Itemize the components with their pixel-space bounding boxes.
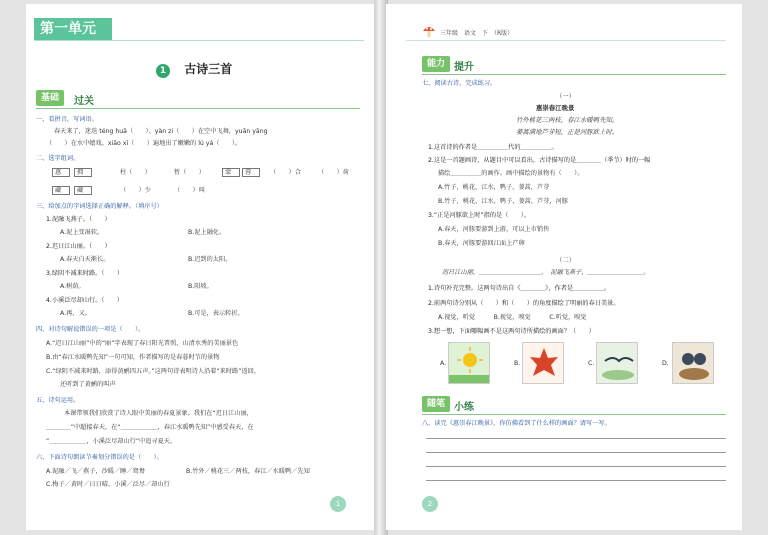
birds-nest-picture: [672, 342, 714, 384]
divider: [34, 40, 364, 41]
divider: [36, 108, 360, 109]
q5-line: ＿＿＿＿”中超接春天，在“＿＿＿＿＿＿，春江水暖鸭先知”中感受春天，在: [46, 424, 254, 431]
sun-icon: [449, 343, 490, 384]
lesson-title-row: [156, 60, 232, 78]
q3-item: 4.小溪泛尽却山行。（ ）: [46, 297, 124, 304]
nest-icon: [673, 343, 714, 384]
question-3-heading: 三、给加点的字词选择正确的解释。（填序号）: [36, 203, 163, 210]
poem-title: 惠崇春江晚景: [536, 104, 575, 112]
poem-line: 蒌蒿满地芦芽短，正是河豚欲上时。: [516, 128, 619, 136]
q2-item: 柱（ ）: [120, 169, 151, 176]
question-1-heading: 一、看拼音，写词语。: [36, 116, 98, 123]
question-6-heading: 六、下面诗句朗读节奏划分错误的是（ ）。: [36, 454, 163, 461]
q2-char: 蒙: [225, 169, 232, 176]
essay-title: 小练: [454, 402, 474, 413]
option-label: B.: [514, 360, 521, 367]
q3-option: A.泥上变湿软。: [60, 229, 104, 236]
page-number: 2: [422, 496, 438, 512]
q3-option: B.可是，表示转折。: [188, 310, 244, 317]
poem-line: 迟日江山丽，＿＿＿＿＿＿＿＿＿＿。 泥融飞燕子，＿＿＿＿＿＿＿＿＿。: [442, 269, 650, 276]
writing-line[interactable]: [426, 480, 726, 481]
red-leaves-picture: [522, 342, 564, 384]
q7-item: 描绘＿＿＿＿＿的画作。画中描绘的景物有（ ）。: [438, 170, 584, 177]
q4-option: 还听到了黄鹂的叫声: [60, 381, 116, 388]
sun-flowers-picture: [448, 342, 490, 384]
q2-char: 蓉: [245, 169, 252, 176]
q7-option: A.竹子，桃花，江水，鸭子，蒌蒿，芦芽: [438, 184, 550, 191]
option-label: C.: [588, 360, 595, 367]
p2-options: A.视觉，听觉 B.视觉，嗅觉 C.听觉，嗅觉: [438, 314, 587, 321]
swallows-picture: [596, 342, 638, 384]
q3-option: A.再，又。: [60, 310, 91, 317]
right-page: [386, 4, 742, 530]
q2-char: 藏: [77, 187, 84, 194]
q7-option: A.春天，河豚要游到上游，可以上市销售: [438, 226, 550, 233]
part-2-label: （二）: [556, 256, 576, 264]
q7-item: 1.这首诗的作者是＿＿＿＿＿代的＿＿＿＿＿。: [428, 144, 558, 151]
q3-item: 2.迟日江山丽。（ ）: [46, 243, 111, 250]
writing-line[interactable]: [426, 452, 726, 453]
p2-item: 3.想一想，下面哪幅画不是这两句诗所描绘的画面？（ ）: [428, 328, 595, 335]
divider: [406, 40, 726, 41]
question-2-heading: 二、选字组词。: [36, 155, 80, 162]
q2-item: （ ）叫: [174, 187, 205, 194]
left-page: [26, 4, 376, 530]
q3-option: A.树荫。: [60, 283, 85, 290]
q2-char: 拥: [77, 169, 84, 176]
question-1-line: 春天来了，迷迭 téng huā（ ）、yàn zi（ ）在空中飞舞，yuān yāng: [54, 128, 268, 135]
part-1-label: （一）: [556, 92, 576, 100]
q3-option: B.迟到的太阳。: [188, 256, 232, 263]
q3-item: 3.绿阴不减来时路。（ ）: [46, 270, 124, 277]
mushroom-icon: [422, 24, 436, 38]
q7-option: B.春天，河豚要游回江面上产卵: [438, 240, 525, 247]
essay-badge: 随笔: [422, 396, 450, 412]
q6-option: C.梅子／黄时／日日晴，小溪／泛尽／却山行: [46, 481, 170, 488]
question-7-heading: 七、阅读古诗，完成练习。: [422, 80, 497, 87]
q3-option: B.泥上融化。: [188, 229, 226, 236]
divider: [422, 74, 726, 75]
unit-title: 第一单元: [34, 18, 112, 40]
lesson-title: 古诗三首: [184, 62, 233, 76]
writing-line[interactable]: [426, 438, 726, 439]
basic-badge: 基础: [36, 90, 64, 106]
q2-item: （ ）荷: [318, 169, 349, 176]
ability-badge: 能力: [422, 56, 450, 72]
writing-line[interactable]: [426, 466, 726, 467]
divider: [422, 414, 726, 415]
question-4-heading: 四、对诗句解说错误的一项是（ ）。: [36, 326, 145, 333]
q7-item: 3.“正是河豚欲上时”指的是（ ）。: [428, 212, 531, 219]
p2-item: 2.前两句诗分别从（ ）和（ ）的角度描绘了明丽的春日美景。: [428, 300, 620, 307]
q3-item: 1.泥融飞燕子。（ ）: [46, 216, 111, 223]
page-number: 1: [330, 496, 346, 512]
question-5-heading: 五、诗句运用。: [36, 397, 80, 404]
q5-line: “＿＿＿＿＿＿，小溪泛尽却山行”中追寻夏天。: [46, 438, 177, 445]
q2-char: 惠: [55, 169, 62, 176]
p2-item: 1.诗句补充完整。这两句诗出自《＿＿＿＿》，作者是＿＿＿＿＿。: [428, 285, 611, 292]
q4-option: C.“绿阴不减来时路，添得黄鹂四五声。”这两句诗表明诗人沿着“来时路”返回，: [46, 368, 261, 375]
q2-item: 暂（ ）: [174, 169, 205, 176]
q6-option: A.泥融／飞／燕子，沙暖／睡／鸳鸯: [46, 468, 145, 475]
q3-option: A.春天白天渐长。: [60, 256, 110, 263]
lesson-number: 1: [156, 64, 170, 78]
ability-title: 提升: [454, 62, 474, 73]
q2-item: （ ）少: [120, 187, 151, 194]
bird-icon: [597, 343, 638, 384]
q5-line: 本课带领我们欣赏了诗人眼中美丽的春夏景象。我们在“迟日江山丽，: [64, 410, 253, 417]
question-8-heading: 八、读完《惠崇春江晚景》，你仿佛看到了什么样的画面？请写一写。: [422, 420, 611, 427]
q6-option: B.竹外／桃花三／两枝，春江／水暖鸭／先知: [186, 468, 310, 475]
q3-option: B.阳坡。: [188, 283, 213, 290]
q2-char: 藏: [55, 187, 62, 194]
maple-leaf-icon: [523, 343, 564, 384]
q7-item: 2.这是一首题画诗，从题目中可以看出，古诗描写的是＿＿＿＿（季节）时的一幅: [428, 157, 651, 164]
q7-option: B.竹子，桃花，江水，鸭子，蒌蒿，芦芽，河豚: [438, 198, 568, 205]
q4-option: A.“迟日江山丽”中的“丽”字表现了春日阳光普照，山清水秀的美丽景色: [46, 340, 239, 347]
book-header: 三年级 语文 下 （R版）: [440, 30, 514, 37]
poem-line: 竹外桃花三两枝，春江水暖鸭先知。: [516, 116, 619, 124]
q2-item: （ ）合: [270, 169, 301, 176]
option-label: D.: [662, 360, 669, 367]
basic-title: 过关: [74, 96, 94, 107]
q4-option: B.由“春江水暖鸭先知”一句可知，作者描写的是春暮时节的景物: [46, 354, 220, 361]
question-1-line: （ ）在水中嬉戏。xiāo xī（ ）遍地出了嫩嫩的 lú yá（ ）。: [46, 140, 242, 147]
option-label: A.: [440, 360, 447, 367]
